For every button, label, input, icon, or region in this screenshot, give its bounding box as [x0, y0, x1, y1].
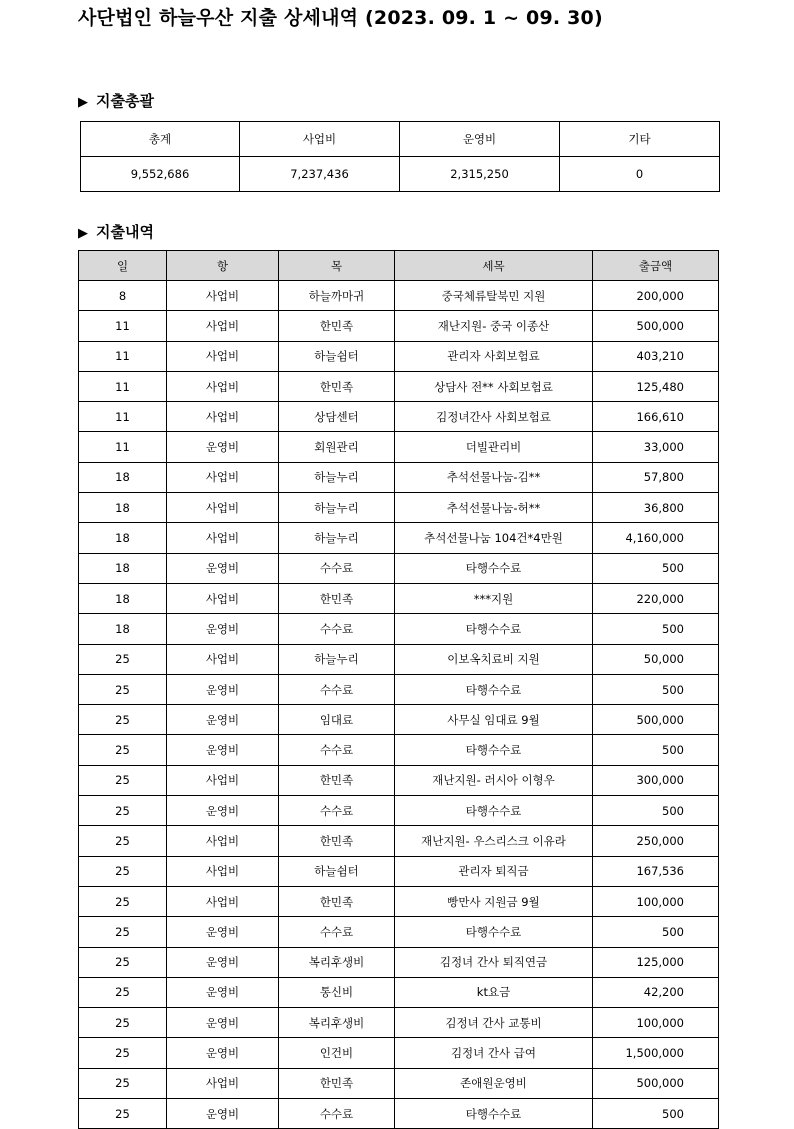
cell-item: 수수료: [279, 614, 395, 644]
cell-amount: 36,800: [593, 493, 719, 523]
cell-amount: 200,000: [593, 281, 719, 311]
cell-category: 운영비: [167, 917, 279, 947]
cell-category: 사업비: [167, 462, 279, 492]
table-row: [79, 493, 719, 523]
table-row: [79, 765, 719, 795]
detail-heading: [78, 221, 154, 242]
cell-amount: 50,000: [593, 644, 719, 674]
cell-category: 운영비: [167, 947, 279, 977]
cell-item: 수수료: [279, 796, 395, 826]
detail-header-amount: 출금액: [593, 251, 719, 281]
cell-category: 사업비: [167, 402, 279, 432]
cell-subitem: 타행수수료: [395, 1099, 593, 1129]
cell-subitem: 관리자 사회보험료: [395, 341, 593, 371]
cell-item: 하늘쉼터: [279, 341, 395, 371]
cell-item: 상담센터: [279, 402, 395, 432]
table-row: [79, 644, 719, 674]
cell-day: 18: [79, 614, 167, 644]
cell-item: 하늘누리: [279, 462, 395, 492]
cell-subitem: 이보옥치료비 지원: [395, 644, 593, 674]
cell-amount: 167,536: [593, 856, 719, 886]
cell-category: 사업비: [167, 886, 279, 916]
cell-category: 사업비: [167, 826, 279, 856]
summary-value-other: 0: [560, 157, 720, 192]
cell-category: 운영비: [167, 1099, 279, 1129]
cell-subitem: ***지원: [395, 583, 593, 613]
cell-item: 통신비: [279, 977, 395, 1007]
cell-item: 하늘누리: [279, 493, 395, 523]
cell-amount: 57,800: [593, 462, 719, 492]
cell-day: 25: [79, 1099, 167, 1129]
cell-amount: 500,000: [593, 705, 719, 735]
cell-day: 11: [79, 371, 167, 401]
cell-subitem: 김정녀 간사 교통비: [395, 1008, 593, 1038]
cell-category: 사업비: [167, 765, 279, 795]
cell-subitem: 김정녀 간사 급여: [395, 1038, 593, 1068]
triangle-bullet-icon: ▶: [78, 226, 88, 241]
cell-amount: 403,210: [593, 341, 719, 371]
table-row: [79, 1099, 719, 1129]
table-row: [79, 371, 719, 401]
table-row: [79, 1038, 719, 1068]
cell-subitem: 재난지원- 중국 이종산: [395, 311, 593, 341]
cell-amount: 250,000: [593, 826, 719, 856]
cell-item: 복리후생비: [279, 1008, 395, 1038]
cell-category: 운영비: [167, 705, 279, 735]
cell-amount: 500: [593, 553, 719, 583]
table-row: [79, 856, 719, 886]
cell-day: 18: [79, 523, 167, 553]
table-row: [79, 281, 719, 311]
cell-item: 수수료: [279, 735, 395, 765]
cell-amount: 500: [593, 674, 719, 704]
table-row: [79, 553, 719, 583]
cell-subitem: 타행수수료: [395, 735, 593, 765]
cell-item: 임대료: [279, 705, 395, 735]
cell-item: 수수료: [279, 553, 395, 583]
cell-day: 25: [79, 886, 167, 916]
cell-amount: 500: [593, 1099, 719, 1129]
summary-heading-text: 지출총괄: [96, 92, 154, 110]
table-row: [79, 614, 719, 644]
table-row: [79, 947, 719, 977]
cell-item: 하늘까마귀: [279, 281, 395, 311]
cell-day: 25: [79, 1068, 167, 1098]
cell-subitem: 재난지원- 러시아 이형우: [395, 765, 593, 795]
summary-value-business: 7,237,436: [240, 157, 400, 192]
cell-amount: 100,000: [593, 1008, 719, 1038]
cell-category: 사업비: [167, 644, 279, 674]
cell-item: 수수료: [279, 674, 395, 704]
summary-header-other: 기타: [560, 122, 720, 157]
cell-amount: 500: [593, 614, 719, 644]
table-row: [79, 705, 719, 735]
cell-category: 사업비: [167, 1068, 279, 1098]
cell-category: 운영비: [167, 432, 279, 462]
table-row: [79, 1008, 719, 1038]
cell-day: 25: [79, 917, 167, 947]
cell-category: 사업비: [167, 281, 279, 311]
cell-day: 25: [79, 705, 167, 735]
cell-subitem: 추석선물나눔-허**: [395, 493, 593, 523]
detail-header-item: 목: [279, 251, 395, 281]
cell-item: 수수료: [279, 1099, 395, 1129]
cell-amount: 500,000: [593, 1068, 719, 1098]
cell-amount: 300,000: [593, 765, 719, 795]
cell-day: 11: [79, 341, 167, 371]
cell-category: 사업비: [167, 523, 279, 553]
cell-subitem: 더빌관리비: [395, 432, 593, 462]
cell-day: 18: [79, 462, 167, 492]
triangle-bullet-icon: ▶: [78, 95, 88, 110]
cell-subitem: 존애원운영비: [395, 1068, 593, 1098]
summary-header-business: 사업비: [240, 122, 400, 157]
cell-item: 인건비: [279, 1038, 395, 1068]
cell-category: 운영비: [167, 1008, 279, 1038]
cell-day: 25: [79, 977, 167, 1007]
summary-table: [80, 121, 720, 192]
cell-category: 운영비: [167, 674, 279, 704]
summary-header-operating: 운영비: [400, 122, 560, 157]
cell-day: 25: [79, 1038, 167, 1068]
table-row: [79, 341, 719, 371]
cell-category: 운영비: [167, 1038, 279, 1068]
summary-value-operating: 2,315,250: [400, 157, 560, 192]
cell-subitem: 김정녀 간사 퇴직연금: [395, 947, 593, 977]
cell-amount: 500: [593, 735, 719, 765]
cell-category: 운영비: [167, 977, 279, 1007]
cell-day: 8: [79, 281, 167, 311]
cell-day: 18: [79, 583, 167, 613]
table-row: [79, 917, 719, 947]
cell-subitem: 타행수수료: [395, 614, 593, 644]
cell-day: 11: [79, 402, 167, 432]
cell-item: 하늘누리: [279, 523, 395, 553]
cell-day: 11: [79, 432, 167, 462]
cell-day: 25: [79, 735, 167, 765]
page-title: 사단법인 하늘우산 지출 상세내역 (2023. 09. 1 ~ 09. 30): [78, 7, 603, 29]
cell-category: 운영비: [167, 614, 279, 644]
cell-category: 운영비: [167, 796, 279, 826]
cell-item: 한민족: [279, 311, 395, 341]
cell-day: 25: [79, 796, 167, 826]
cell-item: 하늘쉼터: [279, 856, 395, 886]
table-row: [79, 462, 719, 492]
cell-subitem: 중국체류탈북민 지원: [395, 281, 593, 311]
cell-subitem: 추석선물나눔 104건*4만원: [395, 523, 593, 553]
cell-subitem: 타행수수료: [395, 917, 593, 947]
cell-item: 회원관리: [279, 432, 395, 462]
cell-amount: 4,160,000: [593, 523, 719, 553]
cell-amount: 125,480: [593, 371, 719, 401]
cell-day: 25: [79, 826, 167, 856]
table-row: [79, 735, 719, 765]
cell-item: 한민족: [279, 765, 395, 795]
cell-item: 하늘누리: [279, 644, 395, 674]
cell-subitem: 타행수수료: [395, 796, 593, 826]
table-row: [79, 977, 719, 1007]
detail-header-subitem: 세목: [395, 251, 593, 281]
cell-amount: 33,000: [593, 432, 719, 462]
table-row: [79, 311, 719, 341]
cell-day: 25: [79, 644, 167, 674]
table-row: [79, 886, 719, 916]
summary-header-row: [81, 122, 720, 157]
cell-subitem: 상담사 전** 사회보험료: [395, 371, 593, 401]
cell-day: 25: [79, 674, 167, 704]
cell-item: 수수료: [279, 917, 395, 947]
cell-category: 사업비: [167, 583, 279, 613]
cell-item: 한민족: [279, 826, 395, 856]
detail-table: [78, 250, 719, 1129]
cell-subitem: 재난지원- 우스리스크 이유라: [395, 826, 593, 856]
cell-day: 18: [79, 493, 167, 523]
summary-value-total: 9,552,686: [81, 157, 240, 192]
table-row: [79, 523, 719, 553]
cell-item: 한민족: [279, 1068, 395, 1098]
cell-amount: 220,000: [593, 583, 719, 613]
summary-header-total: 총계: [81, 122, 240, 157]
table-row: [79, 674, 719, 704]
detail-header-category: 항: [167, 251, 279, 281]
table-row: [79, 402, 719, 432]
cell-day: 18: [79, 553, 167, 583]
cell-amount: 1,500,000: [593, 1038, 719, 1068]
cell-category: 사업비: [167, 311, 279, 341]
cell-amount: 42,200: [593, 977, 719, 1007]
detail-header-row: [79, 251, 719, 281]
cell-amount: 166,610: [593, 402, 719, 432]
cell-item: 복리후생비: [279, 947, 395, 977]
table-row: [79, 796, 719, 826]
cell-day: 25: [79, 947, 167, 977]
cell-subitem: kt요금: [395, 977, 593, 1007]
cell-category: 사업비: [167, 493, 279, 523]
table-row: [79, 583, 719, 613]
cell-category: 사업비: [167, 856, 279, 886]
detail-header-day: 일: [79, 251, 167, 281]
cell-amount: 500: [593, 796, 719, 826]
cell-subitem: 빵만사 지원금 9월: [395, 886, 593, 916]
cell-amount: 500: [593, 917, 719, 947]
cell-subitem: 관리자 퇴직금: [395, 856, 593, 886]
cell-day: 25: [79, 765, 167, 795]
cell-subitem: 김정녀간사 사회보험료: [395, 402, 593, 432]
cell-category: 운영비: [167, 553, 279, 583]
cell-amount: 500,000: [593, 311, 719, 341]
detail-heading-text: 지출내역: [96, 223, 154, 241]
table-row: [79, 432, 719, 462]
cell-subitem: 사무실 임대료 9월: [395, 705, 593, 735]
cell-item: 한민족: [279, 886, 395, 916]
cell-category: 사업비: [167, 341, 279, 371]
cell-day: 11: [79, 311, 167, 341]
cell-category: 사업비: [167, 371, 279, 401]
table-row: [79, 826, 719, 856]
cell-day: 25: [79, 1008, 167, 1038]
cell-amount: 125,000: [593, 947, 719, 977]
cell-item: 한민족: [279, 583, 395, 613]
summary-value-row: [81, 157, 720, 192]
cell-subitem: 타행수수료: [395, 674, 593, 704]
summary-heading: [78, 90, 154, 111]
cell-day: 25: [79, 856, 167, 886]
cell-amount: 100,000: [593, 886, 719, 916]
cell-category: 운영비: [167, 735, 279, 765]
cell-subitem: 타행수수료: [395, 553, 593, 583]
table-row: [79, 1068, 719, 1098]
cell-item: 한민족: [279, 371, 395, 401]
cell-subitem: 추석선물나눔-김**: [395, 462, 593, 492]
